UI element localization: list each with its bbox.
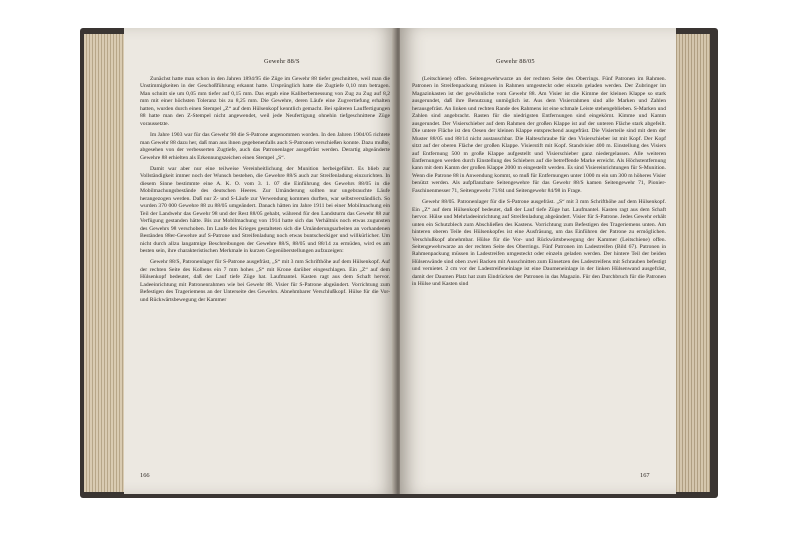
right-page-edges [674, 34, 710, 492]
left-page-body [140, 76, 390, 308]
left-page-number: 166 [140, 472, 150, 479]
left-page [124, 28, 396, 494]
paragraph: Gewehr 88/05. Patronenlager für die S-Patrone ausgefräst. „S“ mit 3 mm Schrifthöhe auf dem Hülsenkopf. Ein „Z“ auf dem Hülsenkopf bedeutet, daß der Lauf tiefe Züge hat. Laufmantel. Kasten ragt aus dem Schaft hervor. Hülse und Mehrladeeinrichtung auf Streifenladung abgeändert. Visier für S-Patrone. Jedes Gewehr erhält unten ein Schutzblech zum Abschließen des Kastens. Vorrichtung zum Befestigen des Trageriemens unten. Am hinteren oberen Teile des Hülsenkopfes ist eine Ausfräsung, um das Einführen der Patrone zu ermöglichen. Verschlußkopf abnehmbar. Hülse für die Vor- und Rückwärtsbewegung der Kammer (Leitschiene) offen. Seitengewehrwarze an der rechten Seite des Oberrings. Fünf Patronen im Ladestreifen (Bild 67). Patronen in Rahmenpackung müssen in Ladestreifen umgesteckt oder einzeln geladen werden. Der hintere Teil der beiden Hülsenwände sind oben zwei Backen mit Ausschnitten zum Einsetzen des Ladestreifens mit Schrauben befestigt und vernietet. 2 cm vor der Ladestreifeneinlage ist eine Daumeneinlage in der linken Hülsenwand ausgefräst, damit der Daumen Platz hat zum Eindrücken der Patronen in das Magazin. Für den Durchbruch für die Patronen in Hülse und Kasten sind [412, 199, 666, 288]
paragraph: Gewehr 88/S, Patronenlager für S-Patrone ausgefräst, „S“ mit 3 mm Schrifthöhe auf dem Hülsenkopf. Auf der rechten Seite des Kolbens ein 7 mm hohes „S“ mit Krone darüber eingeschlagen. Ein „Z“ auf dem Hülsenkopf bedeutet, daß der Lauf tiefe Züge hat. Laufmantel. Kasten ragt aus dem Schaft hervor. Ladeeinrichtung mit Patronenrahmen wie bei Gewehr 88. Visier für S-Patrone abgeändert. Vorrichtung zum Befestigen des Trageriemens an der Unterseite des Gewehrs. Abnehmbarer Verschlußkopf. Hülse für die Vor- und Rückwärtsbewegung der Kammer [140, 259, 390, 303]
paragraph: (Leitschiene) offen. Seitengewehrwarze an der rechten Seite des Oberrings. Fünf Patronen im Rahmen. Patronen in Streifenpackung müssen in Rahmen umgesteckt oder einzeln geladen werden. Der Zubringer im Magazinkasten ist der gewöhnliche vom Gewehr 88. Am Visier ist die Kimme der kleinen Klappe so stark ausgerundet, daß ihre Benutzung unmöglich ist. Aus dem Visierrahmen sind alle Marken und Zahlen herausgefräst. An linken und rechten Rande des Rahmens ist eine schmale Leiste stehengeblieben. S-Marken und Zahlen sind angebracht. Rasten für die niedrigsten Entfernungen sind eingekörnt. Kimme und Kamm ausgerundet. Der Visierschieber auf dem Rahmen der großen Klappe ist auf der unteren Fläche stark abgefeilt. Die untere Fläche ist den Oesen der kleinen Klappe entsprechend ausgefräst. Die Visierteile sind mit dem der Muster 88/05 und 88/14 nicht austauschbar. Die Halteschraube für den Visierschieber ist mit Kopf. Der Kopf sitzt auf der oberen Fläche der großen Klappe. Visierstift mit Kopf. Standvisier 400 m. Einstellung des Visiers auf Entfernung 500 m große Klappe aufgestellt und Visierschieber ganz niedergelassen. Alle weiteren Entfernungen werden durch Einstellung des Schiebers auf die betreffende Marke erreicht. Als Höchstentfernung kann mit dem Kamm der großen Klappe 2000 m eingestellt werden. Es sind Visiereinrichtungen für S-Munition. Wenn die Patrone 88 in Anwendung kommt, so muß für Entfernungen unter 1000 m ein um 300 m höheres Visier benützt werden. Als aufpflanzbare Seitengewehre für das Gewehr 88/S kamen Seitengewehr 71, Pionier-Faschinenmesser 71, Seitengewehr 71/84 und Seitengewehr 84/98 in Frage. [412, 76, 666, 194]
open-book [80, 22, 720, 500]
left-running-head: Gewehr 88/S [264, 58, 300, 65]
paragraph: Zunächst hatte man schon in den Jahren 1894/95 die Züge im Gewehr 88 tiefer geschnitten, weil man die Unstimmigkeiten in der Geschoßführung erkannt hatte. Ursprünglich hatte die Zugtiefe 0,10 mm betragen. Man schnitt sie um 0,05 mm tiefer auf 0,15 mm. Das ergab eine Kaliberbemessung von Zug zu Zug auf 8,2 mm mit einer höchsten Toleranz bis zu 8,25 mm. Die Gewehre, deren Läufe eine Zugvertiefung erhalten hatten, wurden durch einen Stempel „Z“ auf dem Hülsenkopf kenntlich gemacht. Bei späteren Lauffertigungen 88 hatte man den Z-Stempel nicht angewendet, weil jede Neufertigung ohnehin tiefgeschnittene Züge voraussetzte. [140, 76, 390, 127]
paragraph: Damit war aber nur eine teilweise Vereinheitlichung der Munition herbeigeführt. Es blieb zur Vollständigkeit immer noch der Wunsch bestehen, die Gewehre 88/S auch zur Streifenladung einzurichten. In diesem Sinne bestimmte eine A. K. O. vom 3. 1. 07 die Einführung des Gewehrs 88/05 in die Mobilmachungsbestände des deutschen Heeres. Zur Umänderung sollten nur ungebrauchte Läufe herangezogen werden. Daß nur Z- und S-Läufe zur Verwendung kommen durften, war selbstverständlich. So wurden 370 000 Gewehre 88 zu 88/05 umgeändert. Danach hätten im Jahre 1911 bei einer Mobilmachung ein Teil der Landwehr das Gewehr 98 und der Rest 88/05 gehabt, während für den Landsturm das Gewehr 88 zur Verfügung gestanden hätte. Bis zur Mobilmachung von 1914 hatte sich das Verhältnis noch etwas zugunsten des Gewehrs 98 verschoben. Im Laufe des Krieges gestalteten sich die Umänderungsarbeiten an vorhandenen Beständen 88er-Gewehre auf S-Patrone und Streifenladung noch etwas buntscheckiger und willkürlicher. Um nicht durch allzu langatmige Beschreibungen der Gewehre 88/S, 88/05 und 88/14 zu ermüden, wird es am besten sein, ihre charakteristischen Merkmale in kurzen Gegenüberstellungen aufzuzeigen: [140, 165, 390, 254]
right-page [400, 28, 676, 494]
right-page-body [412, 76, 666, 293]
right-running-head: Gewehr 88/05 [496, 58, 535, 65]
right-page-number: 167 [640, 472, 650, 479]
paragraph: Im Jahre 1903 war für das Gewehr 98 die S-Patrone angenommen worden. In den Jahren 1904/05 richtete man Gewehr 88 dazu her, daß man aus ihnen gegebenenfalls auch S-Patronen verschießen konnte. Dazu mußte, abgesehen von der verbesserten Zugtiefe, auch das Patronenlager ausgefräst werden. Derartig abgeänderte Gewehre 88 erhielten als Erkennungszeichen einen Stempel „S“. [140, 132, 390, 161]
